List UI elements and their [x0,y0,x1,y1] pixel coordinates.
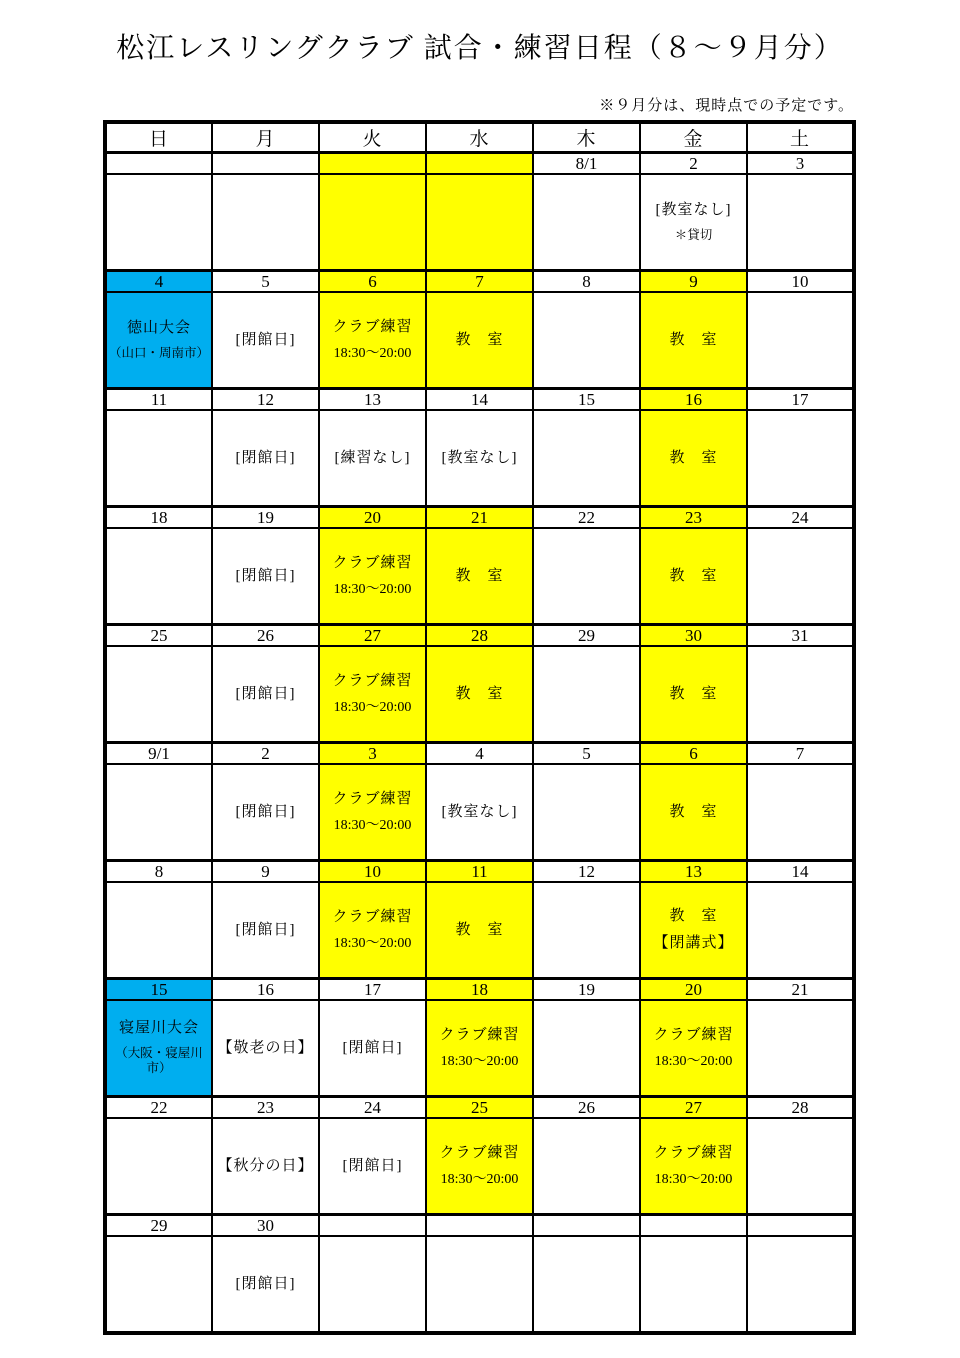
event-text-line: [閉館日] [235,803,296,820]
date-cell-w8-d4: 26 [533,1097,640,1119]
day-header-4: 木 [533,122,640,153]
event-text-line: [教室なし] [441,803,518,820]
date-cell-w3-d4: 22 [533,507,640,529]
event-text-line: [閉館日] [235,567,296,584]
event-cell-content [641,883,746,977]
page-title: 松江レスリングクラブ 試合・練習日程（８～９月分） [116,33,844,64]
event-cell-content [748,647,852,741]
event-text-line: 【閉講式】 [653,935,734,951]
date-cell-w6-d0: 8 [105,861,212,883]
event-cell-content [320,529,425,623]
event-cell-w4-d5 [640,646,747,743]
event-cell-content [534,1001,639,1095]
event-cell-w5-d6 [747,764,854,861]
event-text-line: 教 室 [455,331,504,348]
event-cell-content [320,883,425,977]
event-cell-content [107,1237,211,1331]
date-cell-w4-d5: 30 [640,625,747,647]
event-cell-content [641,1237,746,1331]
event-text-line: [閉館日] [235,1275,296,1292]
day-header-5: 金 [640,122,747,153]
event-cell-content [427,647,532,741]
date-cell-w6-d2: 10 [319,861,426,883]
event-cell-content [641,293,746,387]
date-cell-w7-d3: 18 [426,979,533,1001]
date-cell-w2-d5: 16 [640,389,747,411]
date-cell-w2-d1: 12 [212,389,319,411]
event-cell-w1-d2 [319,292,426,389]
date-cell-w3-d2: 20 [319,507,426,529]
event-cell-content [213,293,318,387]
event-cell-content [107,647,211,741]
date-cell-w7-d5: 20 [640,979,747,1001]
event-text-line: 18:30～20:00 [333,345,412,361]
event-text-line: 教 室 [455,685,504,702]
event-cell-content [427,293,532,387]
date-cell-w4-d1: 26 [212,625,319,647]
event-cell-content [748,411,852,505]
event-cell-w6-d3 [426,882,533,979]
date-cell-w9-d6 [747,1215,854,1237]
event-cell-w4-d3 [426,646,533,743]
event-cell-content [107,765,211,859]
date-cell-w5-d4: 5 [533,743,640,765]
event-cell-w2-d4 [533,410,640,507]
event-cell-w3-d1 [212,528,319,625]
event-cell-w7-d4 [533,1000,640,1097]
date-cell-w2-d3: 14 [426,389,533,411]
event-text-line: 18:30～20:00 [333,935,412,951]
date-cell-w5-d1: 2 [212,743,319,765]
event-cell-content [213,883,318,977]
date-cell-w0-d0 [105,153,212,175]
event-cell-w6-d5 [640,882,747,979]
event-cell-w2-d6 [747,410,854,507]
date-cell-w1-d3: 7 [426,271,533,293]
date-cell-w7-d1: 16 [212,979,319,1001]
event-cell-content [320,647,425,741]
event-cell-content [427,1237,532,1331]
event-cell-content [427,1001,532,1095]
event-text-line: [教室なし] [441,449,518,466]
event-cell-content [320,293,425,387]
event-cell-content [534,529,639,623]
event-cell-w2-d3 [426,410,533,507]
event-cell-content [427,765,532,859]
event-cell-content [107,883,211,977]
date-cell-w4-d4: 29 [533,625,640,647]
event-cell-content [748,883,852,977]
event-text-line: 18:30～20:00 [333,581,412,597]
event-text-line: （大阪・寝屋川市） [115,1045,203,1076]
event-cell-w3-d5 [640,528,747,625]
event-cell-w9-d6 [747,1236,854,1333]
date-cell-w9-d5 [640,1215,747,1237]
event-cell-w7-d5 [640,1000,747,1097]
event-text-line: クラブ練習 [439,1026,520,1043]
date-cell-w1-d1: 5 [212,271,319,293]
event-cell-w9-d5 [640,1236,747,1333]
day-header-3: 水 [426,122,533,153]
event-cell-w4-d2 [319,646,426,743]
event-text-line: 寝屋川大会 [118,1020,199,1036]
event-cell-content [213,1237,318,1331]
date-cell-w0-d2 [319,153,426,175]
event-text-line: クラブ練習 [332,790,413,807]
event-cell-w6-d2 [319,882,426,979]
event-cell-content [641,411,746,505]
date-cell-w9-d3 [426,1215,533,1237]
event-text-line: （山口・周南市） [108,345,209,360]
date-cell-w2-d0: 11 [105,389,212,411]
event-cell-w1-d1 [212,292,319,389]
date-cell-w7-d4: 19 [533,979,640,1001]
event-cell-w8-d0 [105,1118,212,1215]
disclaimer-note: ※９月分は、現時点での予定です。 [599,98,854,114]
date-cell-w7-d6: 21 [747,979,854,1001]
event-cell-w0-d1 [212,174,319,271]
event-cell-content [320,1237,425,1331]
event-cell-content [213,647,318,741]
event-text-line: 18:30～20:00 [654,1171,733,1187]
event-text-line: 18:30～20:00 [333,817,412,833]
event-cell-content [534,411,639,505]
event-cell-w5-d2 [319,764,426,861]
event-cell-content [213,1001,318,1095]
event-cell-w1-d4 [533,292,640,389]
date-cell-w8-d1: 23 [212,1097,319,1119]
event-cell-content [748,293,852,387]
event-cell-content [748,1119,852,1213]
date-cell-w2-d4: 15 [533,389,640,411]
event-cell-w3-d6 [747,528,854,625]
event-cell-content [320,175,425,269]
date-cell-w6-d6: 14 [747,861,854,883]
event-text-line: 教 室 [669,331,718,348]
event-cell-content [107,1119,211,1213]
event-cell-content [213,411,318,505]
event-cell-content [641,1119,746,1213]
date-cell-w2-d6: 17 [747,389,854,411]
event-cell-content [320,1119,425,1213]
date-cell-w6-d3: 11 [426,861,533,883]
event-cell-content [748,175,852,269]
event-cell-w0-d0 [105,174,212,271]
event-cell-w6-d1 [212,882,319,979]
date-cell-w0-d6: 3 [747,153,854,175]
day-header-1: 月 [212,122,319,153]
event-text-line: 【敬老の日】 [217,1039,314,1056]
event-cell-w2-d5 [640,410,747,507]
event-cell-w3-d2 [319,528,426,625]
date-cell-w8-d6: 28 [747,1097,854,1119]
event-cell-content [320,411,425,505]
event-text-line: クラブ練習 [653,1144,734,1161]
event-cell-w2-d2 [319,410,426,507]
date-cell-w1-d0: 4 [105,271,212,293]
event-cell-w1-d0 [105,292,212,389]
event-cell-w0-d5 [640,174,747,271]
event-cell-content [641,1001,746,1095]
event-text-line: [閉館日] [342,1039,403,1056]
date-cell-w4-d3: 28 [426,625,533,647]
event-text-line: クラブ練習 [332,672,413,689]
event-cell-content [641,647,746,741]
event-cell-content [427,1119,532,1213]
event-cell-w3-d4 [533,528,640,625]
date-cell-w1-d4: 8 [533,271,640,293]
event-cell-content [427,175,532,269]
event-cell-content [107,529,211,623]
event-cell-w0-d6 [747,174,854,271]
event-cell-content [534,175,639,269]
date-cell-w5-d2: 3 [319,743,426,765]
event-text-line: [閉館日] [235,449,296,466]
event-text-line: [閉館日] [235,685,296,702]
event-cell-w8-d2 [319,1118,426,1215]
event-text-line: クラブ練習 [653,1026,734,1043]
event-cell-w5-d3 [426,764,533,861]
event-cell-content [213,175,318,269]
event-cell-content [427,529,532,623]
event-text-line: ＊貸切 [674,227,713,242]
date-cell-w4-d2: 27 [319,625,426,647]
event-cell-w9-d2 [319,1236,426,1333]
event-cell-content [641,765,746,859]
date-cell-w1-d6: 10 [747,271,854,293]
event-cell-w6-d4 [533,882,640,979]
event-cell-content [107,1001,211,1095]
event-cell-content [107,175,211,269]
event-cell-w1-d3 [426,292,533,389]
event-cell-content [641,175,746,269]
event-cell-w8-d6 [747,1118,854,1215]
date-cell-w8-d0: 22 [105,1097,212,1119]
event-cell-content [748,1237,852,1331]
event-cell-w8-d3 [426,1118,533,1215]
event-cell-content [534,765,639,859]
event-cell-w8-d5 [640,1118,747,1215]
event-cell-w8-d4 [533,1118,640,1215]
date-cell-w7-d2: 17 [319,979,426,1001]
event-cell-w4-d6 [747,646,854,743]
event-text-line: 教 室 [669,567,718,584]
calendar-table [103,120,856,1335]
event-cell-w0-d2 [319,174,426,271]
event-text-line: 18:30～20:00 [333,699,412,715]
event-cell-content [213,529,318,623]
event-text-line: 教 室 [455,567,504,584]
date-cell-w6-d5: 13 [640,861,747,883]
event-cell-content [641,529,746,623]
event-cell-w4-d0 [105,646,212,743]
event-cell-w0-d4 [533,174,640,271]
event-cell-w2-d1 [212,410,319,507]
event-text-line: 18:30～20:00 [440,1171,519,1187]
event-cell-content [534,1119,639,1213]
event-text-line: [閉館日] [235,921,296,938]
event-cell-w6-d0 [105,882,212,979]
event-cell-w7-d3 [426,1000,533,1097]
event-cell-w5-d4 [533,764,640,861]
date-cell-w3-d1: 19 [212,507,319,529]
date-cell-w4-d6: 31 [747,625,854,647]
date-cell-w0-d4: 8/1 [533,153,640,175]
event-text-line: 教 室 [669,685,718,702]
event-cell-w8-d1 [212,1118,319,1215]
date-cell-w0-d3 [426,153,533,175]
date-cell-w3-d5: 23 [640,507,747,529]
event-cell-w3-d0 [105,528,212,625]
event-cell-content [534,647,639,741]
event-cell-w5-d1 [212,764,319,861]
event-text-line: 教 室 [669,803,718,820]
event-text-line: [閉館日] [342,1157,403,1174]
event-cell-content [427,883,532,977]
event-text-line: 18:30～20:00 [654,1053,733,1069]
date-cell-w5-d3: 4 [426,743,533,765]
date-cell-w1-d2: 6 [319,271,426,293]
event-cell-w4-d1 [212,646,319,743]
event-text-line: クラブ練習 [332,908,413,925]
date-cell-w5-d5: 6 [640,743,747,765]
event-cell-w3-d3 [426,528,533,625]
event-cell-content [748,529,852,623]
date-cell-w3-d0: 18 [105,507,212,529]
event-text-line: 【秋分の日】 [217,1157,314,1174]
event-text-line: クラブ練習 [332,554,413,571]
event-cell-w7-d2 [319,1000,426,1097]
date-cell-w2-d2: 13 [319,389,426,411]
day-header-2: 火 [319,122,426,153]
event-cell-content [534,883,639,977]
event-cell-w7-d1 [212,1000,319,1097]
event-cell-w0-d3 [426,174,533,271]
event-cell-w7-d6 [747,1000,854,1097]
event-cell-w4-d4 [533,646,640,743]
event-text-line: 教 室 [669,908,718,925]
date-cell-w9-d1: 30 [212,1215,319,1237]
date-cell-w3-d6: 24 [747,507,854,529]
event-cell-w6-d6 [747,882,854,979]
event-cell-w5-d0 [105,764,212,861]
event-text-line: [閉館日] [235,331,296,348]
event-cell-content [213,765,318,859]
event-cell-w9-d1 [212,1236,319,1333]
event-cell-content [534,1237,639,1331]
event-text-line: 18:30～20:00 [440,1053,519,1069]
date-cell-w9-d4 [533,1215,640,1237]
event-cell-content [107,293,211,387]
event-text-line: 教 室 [455,921,504,938]
date-cell-w9-d2 [319,1215,426,1237]
event-cell-content [748,765,852,859]
event-cell-w9-d3 [426,1236,533,1333]
event-text-line: クラブ練習 [439,1144,520,1161]
date-cell-w0-d1 [212,153,319,175]
day-header-0: 日 [105,122,212,153]
event-cell-w5-d5 [640,764,747,861]
event-cell-content [320,765,425,859]
date-cell-w8-d5: 27 [640,1097,747,1119]
date-cell-w6-d1: 9 [212,861,319,883]
event-cell-content [534,293,639,387]
date-cell-w5-d0: 9/1 [105,743,212,765]
event-cell-w1-d6 [747,292,854,389]
event-cell-content [427,411,532,505]
event-cell-w7-d0 [105,1000,212,1097]
day-header-6: 土 [747,122,854,153]
event-text-line: 徳山大会 [126,319,191,336]
date-cell-w3-d3: 21 [426,507,533,529]
date-cell-w8-d3: 25 [426,1097,533,1119]
event-cell-content [107,411,211,505]
event-text-line: 教 室 [669,449,718,466]
event-text-line: [練習なし] [334,449,411,466]
date-cell-w6-d4: 12 [533,861,640,883]
date-cell-w5-d6: 7 [747,743,854,765]
date-cell-w7-d0: 15 [105,979,212,1001]
date-cell-w9-d0: 29 [105,1215,212,1237]
date-cell-w1-d5: 9 [640,271,747,293]
event-cell-w9-d4 [533,1236,640,1333]
event-cell-w1-d5 [640,292,747,389]
event-text-line: [教室なし] [655,201,732,218]
event-cell-w9-d0 [105,1236,212,1333]
event-cell-content [320,1001,425,1095]
event-cell-w2-d0 [105,410,212,507]
date-cell-w0-d5: 2 [640,153,747,175]
event-text-line: クラブ練習 [332,318,413,335]
date-cell-w4-d0: 25 [105,625,212,647]
event-cell-content [748,1001,852,1095]
date-cell-w8-d2: 24 [319,1097,426,1119]
event-cell-content [213,1119,318,1213]
